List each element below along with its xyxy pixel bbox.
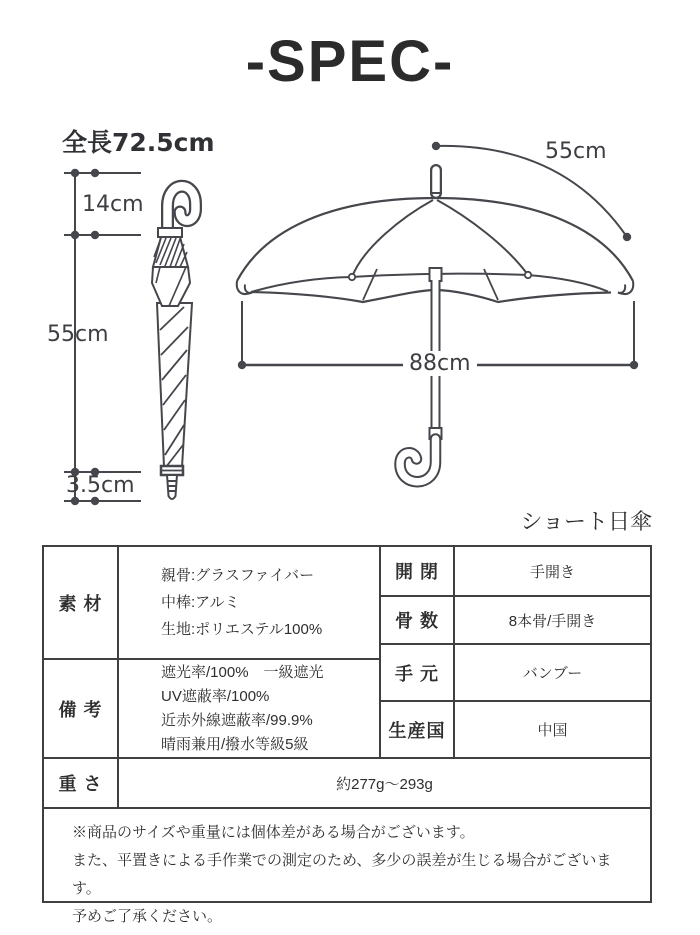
- notes-label: 備 考: [44, 660, 119, 757]
- rib-count-value: 8本骨/手開き: [508, 612, 597, 630]
- disclaimer-line: また、平置きによる手作業での測定のため、多少の誤差が生じる場合がございます。: [72, 852, 612, 897]
- open-close-label: 開 閉: [381, 547, 455, 595]
- notes-line: 近赤外線遮蔽率/99.9%: [161, 711, 313, 729]
- disclaimer-line: ※商品のサイズや重量には個体差がある場合がございます。: [72, 824, 475, 841]
- country-value: 中国: [537, 722, 568, 739]
- notes-value: [119, 660, 379, 757]
- disclaimer-row: [44, 809, 650, 931]
- handle-row: [381, 645, 650, 702]
- country-row: [381, 702, 650, 757]
- rib-length-label: 55cm: [545, 139, 607, 164]
- notes-line: 遮光率/100% 一級遮光: [161, 663, 324, 681]
- handle-label: 手 元: [381, 645, 455, 700]
- handle-length-label: 14cm: [82, 192, 144, 217]
- material-row: [44, 547, 379, 660]
- body-length-label: 55cm: [47, 322, 109, 347]
- notes-row: [44, 660, 379, 757]
- spec-table: [42, 545, 652, 925]
- country-label: 生産国: [381, 702, 455, 757]
- handle-value: バンブー: [522, 665, 583, 682]
- disclaimer-line: 予めご了承ください。: [72, 908, 223, 925]
- notes-line: 晴雨兼用/撥水等級5級: [161, 735, 309, 753]
- material-line: 親骨:グラスファイバー: [161, 567, 315, 584]
- product-type-label: ショート日傘: [520, 509, 652, 534]
- weight-value: 約277g～293g: [336, 775, 433, 793]
- notes-line: UV遮蔽率/100%: [161, 687, 270, 705]
- material-value: [119, 547, 379, 658]
- open-umbrella-diagram: [228, 130, 678, 522]
- total-length-label: 全長72.5cm: [62, 128, 215, 157]
- open-close-value: 手開き: [529, 563, 575, 581]
- material-line: 中棒:アルミ: [161, 594, 240, 611]
- page-title: -SPEC-: [245, 29, 455, 94]
- material-line: 生地:ポリエステル100%: [161, 621, 323, 638]
- weight-label: 重 さ: [44, 759, 119, 807]
- rib-count-label: 骨 数: [381, 597, 455, 643]
- open-close-row: [381, 547, 650, 597]
- open-width-label: 88cm: [403, 351, 477, 376]
- material-label: 素 材: [44, 547, 119, 658]
- spec-table-left-column: [44, 547, 381, 757]
- weight-row: [44, 759, 650, 809]
- spec-table-top: [44, 547, 650, 759]
- rib-count-row: [381, 597, 650, 645]
- spec-table-right-column: [381, 547, 650, 757]
- tip-length-label: 3.5cm: [66, 473, 135, 498]
